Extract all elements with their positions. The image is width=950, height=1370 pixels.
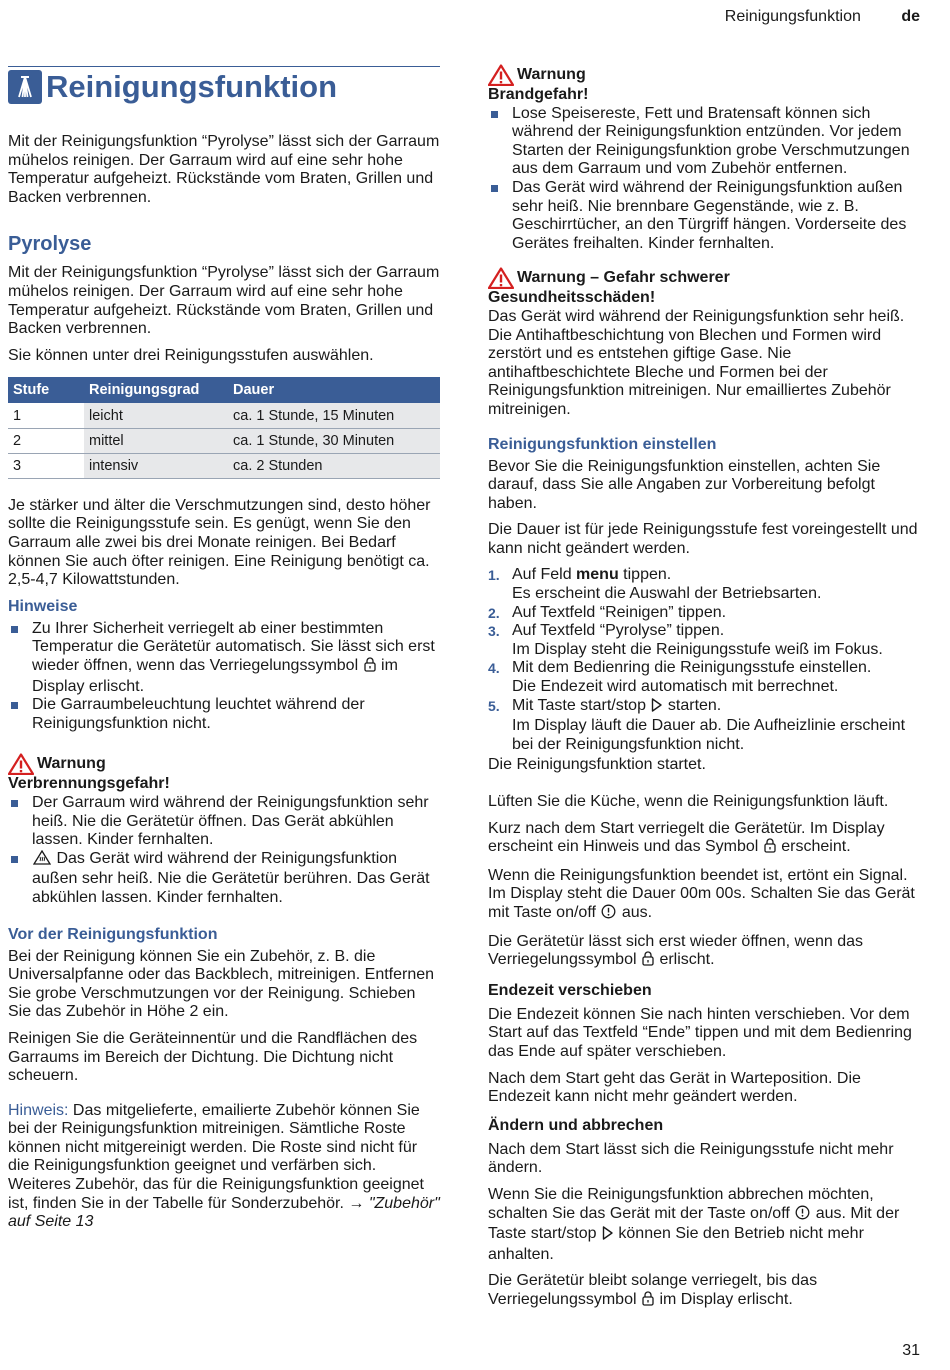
step-item: 4. Mit dem Bedienring die Reinigungsstufe einstellen. Die Endezeit wird automatisch mit berrechnet.	[488, 659, 872, 696]
endezeit-text-2: Nach dem Start geht das Gerät in Warteposition. Die Endezeit kann nicht mehr geändert werden.	[488, 1069, 861, 1106]
bullet-icon	[491, 111, 498, 118]
cross-reference-link[interactable]: "Zubehör" auf Seite 13	[8, 1194, 440, 1231]
warning-subtitle: Gesundheitsschäden!	[488, 289, 656, 307]
warning-subtitle: Brandgefahr!	[488, 86, 589, 103]
cleaning-levels-table	[8, 377, 440, 479]
vor-text-1: Bei der Reinigung können Sie ein Zubehör, z. B. die Universalpfanne oder das Backblech, mitreinigen. Entfernen Sie grobe Verschmutzungen vor der Reinigung. Schieben Sie das Zubehör in Höhe 2 ein.	[8, 947, 435, 1021]
table-cell: ca. 1 Stunde, 15 Minuten	[228, 403, 440, 428]
warning-title: Warnung	[8, 753, 440, 775]
vor-text-2: Reinigen Sie die Geräteinnentür und die Randflächen des Garraums im Bereich der Dichtung. Die Dichtung nicht scheuern.	[8, 1029, 418, 1085]
pyrolyse-heading: Pyrolyse	[8, 233, 92, 256]
table-header: Stufe	[8, 377, 84, 403]
play-icon	[602, 1226, 613, 1246]
aendern-text-3: Die Gerätetür bleibt solange verriegelt, bis das Verriegelungssymbol im Display erlischt.	[488, 1272, 922, 1311]
cleaning-icon	[8, 70, 42, 104]
warning-title: Warnung	[488, 64, 922, 86]
table-row	[8, 428, 440, 453]
table-cell: 3	[8, 453, 84, 478]
einstellen-text-3: Lüften Sie die Küche, wenn die Reinigungsfunktion läuft.	[488, 793, 889, 810]
warning-title: Warnung – Gefahr schwerer	[488, 267, 922, 289]
einstellen-text-6: Die Gerätetür lässt sich erst wieder öffnen, wenn das Verriegelungssymbol erlischt.	[488, 933, 922, 972]
warning-icon	[488, 267, 514, 289]
after-table-text: Je stärker und älter die Verschmutzungen sind, desto höher sollte die Reinigungsstufe sein. Es genügt, wenn Sie den Garraum alle zwei bis drei Monate reinigen. Bei Bedarf können Sie auch öfter reinigen. Eine Reinigung benötigt ca. 2,5-4,7 Kilowattstunden.	[8, 496, 431, 589]
table-row	[8, 403, 440, 428]
list-item: Die Garraumbeleuchtung leuchtet während der Reinigungsfunktion nicht.	[8, 696, 440, 733]
result-text: Die Reinigungsfunktion startet.	[488, 756, 706, 774]
einstellen-text-4: Kurz nach dem Start verriegelt die Gerätetür. Im Display erscheint ein Hinweis und das Symbol erscheint.	[488, 820, 922, 859]
table-cell: mittel	[84, 428, 228, 453]
table-cell: 1	[8, 403, 84, 428]
table-row	[8, 453, 440, 478]
lock-icon	[764, 838, 776, 859]
table-cell: ca. 2 Stunden	[228, 453, 440, 478]
step-item: 2. Auf Textfeld “Reinigen” tippen.	[488, 603, 727, 621]
warning-icon	[8, 753, 34, 775]
left-column	[8, 66, 440, 1240]
einstellen-heading: Reinigungsfunktion einstellen	[488, 435, 717, 453]
table-header-row	[8, 377, 440, 403]
arrow-icon: →	[348, 1194, 365, 1212]
intro-text: Mit der Reinigungsfunktion “Pyrolyse” lässt sich der Garraum mühelos reinigen. Der Garraum wird auf eine sehr hohe Temperatur aufgeheizt. Rückstände vom Braten, Grillen und Backen verbrennen.	[8, 133, 440, 206]
einstellen-text-2: Die Dauer ist für jede Reinigungsstufe fest voreingestellt und kann nicht geändert werden.	[488, 521, 918, 557]
table-header: Dauer	[228, 377, 440, 403]
table-cell: 2	[8, 428, 84, 453]
hint-label: Hinweis:	[8, 1101, 69, 1119]
menu-field-label: menu	[576, 566, 619, 584]
list-item: Das Gerät wird während der Reinigungsfunktion außen sehr heiß. Nie brennbare Gegenstände, wie z. B. Geschirrtücher, an den Türgriff hängen. Vorderseite des Gerätes freihalten. Kinder fernhalten.	[488, 179, 922, 253]
hinweise-list	[8, 620, 440, 734]
steps-list	[488, 566, 922, 754]
power-icon	[601, 904, 616, 925]
lock-icon	[642, 1291, 654, 1312]
table-cell: leicht	[84, 403, 228, 428]
vor-hint: Hinweis: Das mitgelieferte, emailierte Zubehör können Sie bei der Reinigungsfunktion mitreinigen. Sämtliche Roste können nicht mitgereinigt werden. Die Roste sind nicht für die Reinigungsfunktion geeignet und verfärben sich. Weiteres Zubehör, das für die Reinigungsfunktion geeignet ist, finden Sie in der Tabelle für Sonderzubehör. → "Zubehör" auf Seite 13	[8, 1101, 440, 1231]
aendern-text-2: Wenn Sie die Reinigungsfunktion abbrechen möchten, schalten Sie das Gerät mit der Taste on/off aus. Mit der Taste start/stop können Sie den Betrieb nicht mehr anhalten.	[488, 1185, 900, 1263]
einstellen-text-1: Bevor Sie die Reinigungsfunktion einstellen, achten Sie darauf, dass Sie alle Angaben zur Vorbereitung befolgt haben.	[488, 457, 881, 512]
header-section: Reinigungsfunktion	[724, 8, 861, 25]
table-cell: ca. 1 Stunde, 30 Minuten	[228, 428, 440, 453]
aendern-text-1: Nach dem Start lässt sich die Reinigungsstufe nicht mehr ändern.	[488, 1140, 894, 1177]
page-header	[725, 8, 920, 26]
hot-surface-icon	[33, 850, 51, 871]
bullet-icon	[491, 185, 498, 192]
list-item: Das Gerät wird während der Reinigungsfunktion außen sehr heiß. Nie die Gerätetür berühren. Das Gerät abkühlen lassen. Kinder fernhalten.	[8, 850, 440, 908]
hinweise-heading: Hinweise	[8, 597, 78, 615]
warning-subtitle: Verbrennungsgefahr!	[8, 775, 170, 793]
warning-list	[8, 794, 440, 908]
lock-icon	[642, 951, 654, 972]
step-item: 3. Auf Textfeld “Pyrolyse” tippen. Im Display steht die Reinigungsstufe weiß im Fokus.	[488, 622, 883, 658]
table-header: Reinigungsgrad	[84, 377, 228, 403]
pyrolyse-text-2: Sie können unter drei Reinigungsstufen auswählen.	[8, 346, 374, 364]
table-cell: intensiv	[84, 453, 228, 478]
bullet-icon	[11, 800, 18, 807]
right-column	[488, 64, 922, 1319]
step-item: 1. Auf Feld menu tippen. Es erscheint die Auswahl der Betriebsarten.	[488, 566, 822, 603]
list-item: Der Garraum wird während der Reinigungsfunktion sehr heiß. Nie die Gerätetür öffnen. Das Gerät abkühlen lassen. Kinder fernhalten.	[8, 794, 440, 850]
pyrolyse-text-1: Mit der Reinigungsfunktion “Pyrolyse” lässt sich der Garraum mühelos reinigen. Der Garraum wird auf eine sehr hohe Temperatur aufgeheizt. Rückstände vom Braten, Grillen und Backen verbrennen.	[8, 264, 440, 338]
power-icon	[795, 1205, 810, 1226]
warning-list	[488, 105, 922, 254]
page-number: 31	[902, 1342, 920, 1359]
endezeit-heading: Endezeit verschieben	[488, 981, 652, 999]
page-title: Reinigungsfunktion	[46, 69, 338, 104]
list-item: Lose Speisereste, Fett und Bratensaft können sich während der Reinigungsfunktion entzünden. Vor jedem Starten der Reinigungsfunktion grobe Verschmutzungen aus dem Garraum und vom Zubehör entfernen.	[488, 105, 922, 179]
step-item: 5. Mit Taste start/stop starten. Im Display läuft die Dauer ab. Die Aufheizlinie erscheint bei der Reinigungsfunktion nicht.	[488, 696, 906, 753]
bullet-icon	[11, 702, 18, 709]
einstellen-text-5: Wenn die Reinigungsfunktion beendet ist, ertönt ein Signal. Im Display steht die Dauer 00m 00s. Schalten Sie das Gerät mit Taste on/off aus.	[488, 867, 922, 925]
title-bar	[8, 66, 440, 105]
warning-icon	[488, 64, 514, 86]
lock-icon	[364, 657, 376, 678]
endezeit-text-1: Die Endezeit können Sie nach hinten verschieben. Vor dem Start auf das Textfeld “Ende” tippen und mit dem Bedienring das Ende auf später verschieben.	[488, 1005, 912, 1060]
play-icon	[651, 698, 662, 718]
aendern-heading: Ändern und abbrechen	[488, 1116, 664, 1134]
bullet-icon	[11, 856, 18, 863]
bullet-icon	[11, 626, 18, 633]
warning-text: Das Gerät wird während der Reinigungsfunktion sehr heiß. Die Antihaftbeschichtung von Blechen und Formen wird zerstört und es entstehen giftige Gase. Nie antihaftbeschichtete Bleche und Formen bei der Reinigungsfunktion mitreinigen. Nur emailliertes Zubehör mitreinigen.	[488, 307, 905, 418]
vor-heading: Vor der Reinigungsfunktion	[8, 925, 218, 943]
list-item: Zu Ihrer Sicherheit verriegelt ab einer bestimmten Temperatur die Gerätetür automatisch. Sie lässt sich erst wieder öffnen, wenn das Verriegelungssymbol im Display erlischt.	[8, 620, 440, 696]
header-language: de	[901, 8, 920, 25]
